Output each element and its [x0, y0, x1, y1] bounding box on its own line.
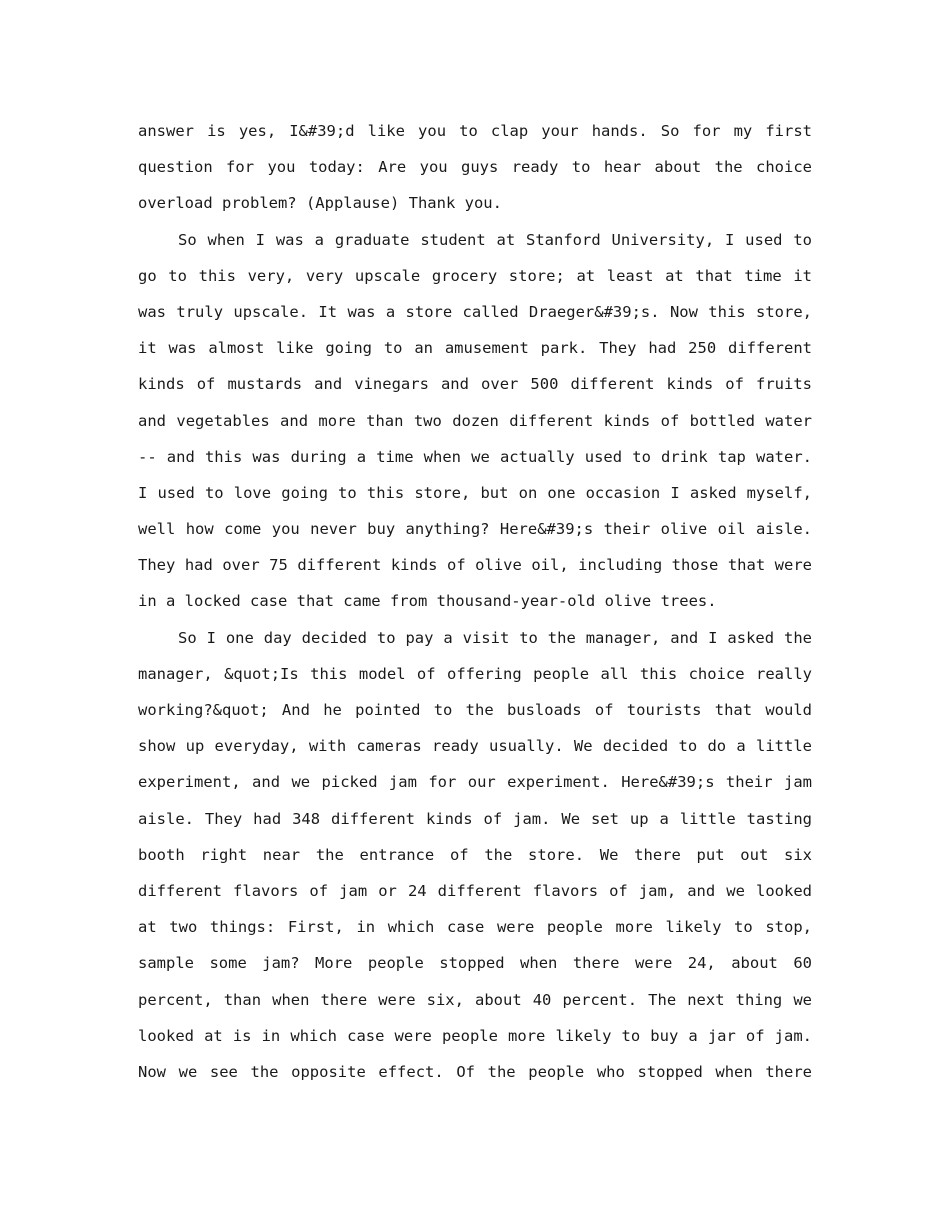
- paragraph-3-line-6: aisle. They had 348 different kinds of jam. We set up a little tasting: [138, 809, 812, 828]
- paragraph-3-line-11: percent, than when there were six, about 40 percent. The next thing we: [138, 990, 812, 1009]
- paragraph-3-line-1: So I one day decided to pay a visit to the manager, and I asked the: [178, 628, 812, 647]
- paragraph-2-line-9: well how come you never buy anything? Here&#39;s their olive oil aisle.: [138, 520, 812, 539]
- paragraph-2-line-2: go to this very, very upscale grocery store; at least at that time it: [138, 266, 812, 285]
- paragraph-2-line-3: was truly upscale. It was a store called Draeger&#39;s. Now this store,: [138, 302, 812, 321]
- paragraph-1-line-1: answer is yes, I&#39;d like you to clap your hands. So for my first: [138, 122, 812, 140]
- paragraph-3-line-10: sample some jam? More people stopped when there were 24, about 60: [138, 954, 812, 973]
- paragraph-1-line-2: question for you today: Are you guys ready to hear about the choice: [138, 158, 812, 177]
- paragraph-3-line-13: Now we see the opposite effect. Of the people who stopped when there: [138, 1062, 812, 1081]
- paragraph-2-line-6: and vegetables and more than two dozen different kinds of bottled water: [138, 411, 812, 430]
- paragraph-3-line-7: booth right near the entrance of the store. We there put out six: [138, 845, 812, 864]
- paragraph-2-line-1: So when I was a graduate student at Stanford University, I used to: [178, 230, 812, 249]
- paragraph-2-line-5: kinds of mustards and vinegars and over 500 different kinds of fruits: [138, 375, 812, 394]
- paragraph-3-line-4: show up everyday, with cameras ready usually. We decided to do a little: [138, 737, 812, 756]
- paragraph-3-line-9: at two things: First, in which case were people more likely to stop,: [138, 918, 812, 937]
- paragraph-2-line-7: -- and this was during a time when we actually used to drink tap water.: [138, 447, 812, 466]
- paragraph-3-line-8: different flavors of jam or 24 different flavors of jam, and we looked: [138, 881, 812, 900]
- paragraph-2-line-4: it was almost like going to an amusement park. They had 250 different: [138, 339, 812, 358]
- paragraph-1-line-3: overload problem? (Applause) Thank you.: [138, 194, 502, 213]
- paragraph-3-line-5: experiment, and we picked jam for our experiment. Here&#39;s their jam: [138, 773, 812, 792]
- paragraph-2-line-10: They had over 75 different kinds of olive oil, including those that were: [138, 556, 812, 575]
- paragraph-2-line-8: I used to love going to this store, but on one occasion I asked myself,: [138, 483, 812, 502]
- paragraph-3-line-12: looked at is in which case were people more likely to buy a jar of jam.: [138, 1026, 812, 1045]
- paragraph-2-line-11: in a locked case that came from thousand-year-old olive trees.: [138, 592, 717, 611]
- body-text: [138, 113, 812, 1090]
- paragraph-3-line-2: manager, &quot;Is this model of offering people all this choice really: [138, 664, 812, 683]
- paragraph-3-line-3: working?&quot; And he pointed to the busloads of tourists that would: [138, 701, 812, 719]
